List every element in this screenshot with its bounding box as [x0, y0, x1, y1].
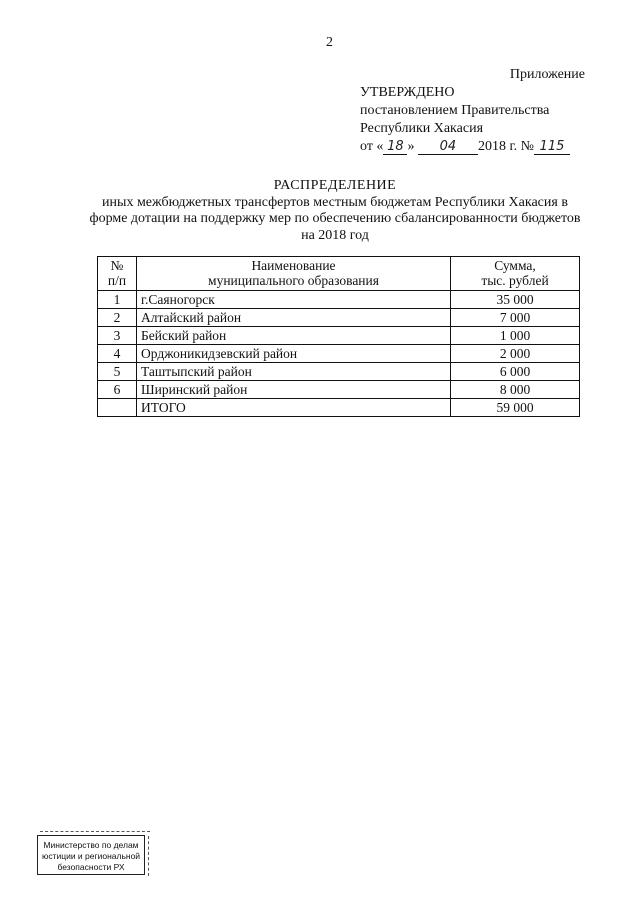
stamp-line-2: юстиции и региональной	[41, 851, 141, 861]
approval-line-2: Республики Хакасия	[360, 121, 484, 136]
row-name: Алтайский район	[137, 309, 451, 327]
handwritten-month: 04	[418, 140, 478, 155]
row-num: 4	[98, 345, 137, 363]
header-num	[98, 257, 137, 291]
total-num	[98, 399, 137, 417]
handwritten-number: 115	[534, 140, 570, 155]
approval-date-line	[360, 138, 590, 156]
approved-label: УТВЕРЖДЕНО	[360, 85, 455, 100]
header-sum-line-2: тыс. рублей	[481, 273, 549, 288]
row-sum: 35 000	[451, 291, 580, 309]
row-sum: 7 000	[451, 309, 580, 327]
date-mid: »	[407, 139, 415, 154]
table-row	[98, 327, 580, 345]
row-name: Бейский район	[137, 327, 451, 345]
page-number: 2	[326, 35, 333, 50]
row-num: 3	[98, 327, 137, 345]
header-name-line-2: муниципального образования	[208, 273, 379, 288]
year-text: 2018 г. №	[477, 139, 534, 154]
table-total-row	[98, 399, 580, 417]
row-name: г.Саяногорск	[137, 291, 451, 309]
title-line-1: иных межбюджетных трансфертов местным бюджетам Республики Хакасия в	[102, 194, 568, 210]
row-name: Таштыпский район	[137, 363, 451, 381]
row-num: 6	[98, 381, 137, 399]
header-num-line-1: №	[110, 258, 124, 273]
title-line-2: форме дотации на поддержку мер по обеспечению сбалансированности бюджетов	[89, 211, 581, 226]
approval-block	[360, 66, 590, 156]
header-name	[137, 257, 451, 291]
total-label: ИТОГО	[137, 399, 451, 417]
appendix-label: Приложение	[509, 67, 585, 82]
row-num: 2	[98, 309, 137, 327]
approval-line-1: постановлением Правительства	[360, 103, 550, 118]
row-name: Ширинский район	[137, 381, 451, 399]
table-row	[98, 345, 580, 363]
title-line-3: на 2018 год	[301, 227, 369, 243]
document-title: РАСПРЕДЕЛЕНИЕ	[273, 178, 397, 193]
table-header-row	[98, 257, 580, 291]
table-row	[98, 381, 580, 399]
row-sum: 8 000	[451, 381, 580, 399]
distribution-table	[97, 256, 580, 417]
header-sum	[451, 257, 580, 291]
header-num-line-2: п/п	[107, 273, 127, 288]
stamp-line-3: безопасности РХ	[57, 862, 125, 872]
total-sum: 59 000	[451, 399, 580, 417]
ministry-stamp	[37, 835, 145, 875]
header-sum-line-1: Сумма,	[494, 258, 536, 273]
document-title-block	[80, 178, 590, 244]
table-row	[98, 291, 580, 309]
row-num: 1	[98, 291, 137, 309]
header-name-line-1: Наименование	[251, 258, 336, 273]
row-name: Орджоникидзевский район	[137, 345, 451, 363]
row-num: 5	[98, 363, 137, 381]
table-row	[98, 309, 580, 327]
table-row	[98, 363, 580, 381]
row-sum: 2 000	[451, 345, 580, 363]
stamp-line-1: Министерство по делам	[43, 840, 139, 850]
row-sum: 6 000	[451, 363, 580, 381]
handwritten-day: 18	[383, 140, 407, 155]
date-prefix: от «	[360, 139, 384, 154]
row-sum: 1 000	[451, 327, 580, 345]
